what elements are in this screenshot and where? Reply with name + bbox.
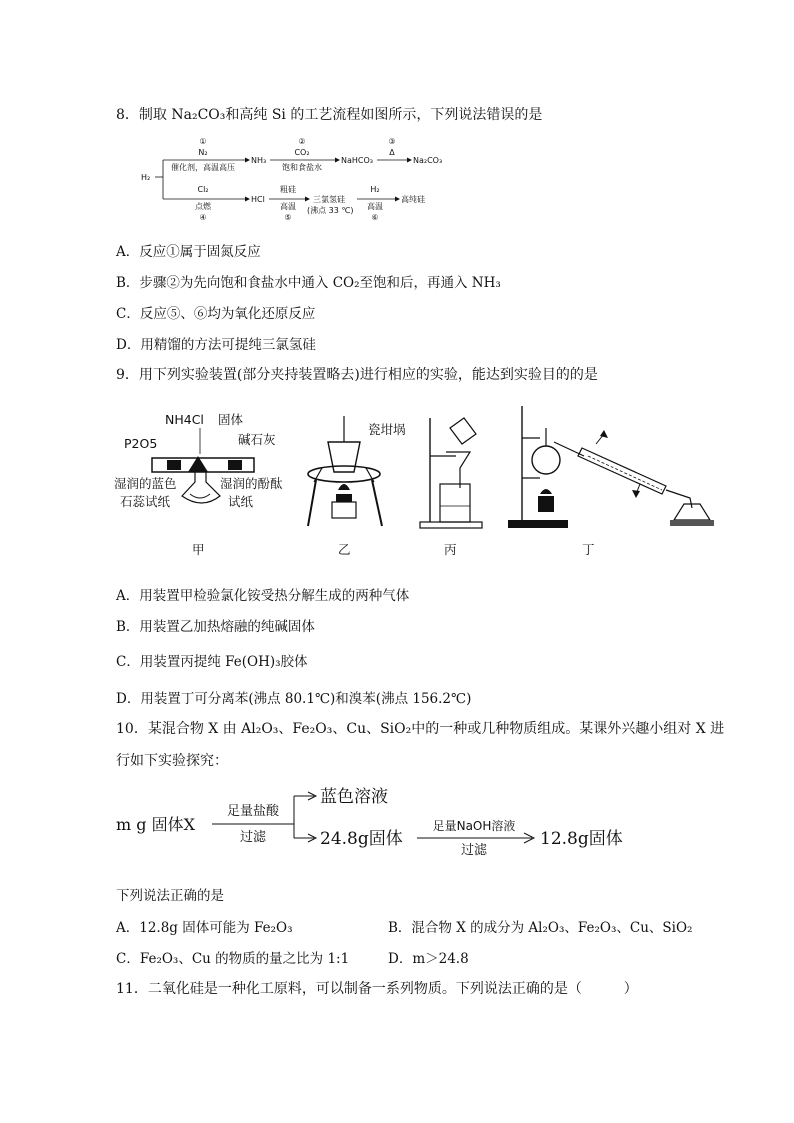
label-yi: 乙 xyxy=(338,542,351,557)
q10-stem-line2: 行如下实验探究： xyxy=(116,753,228,769)
product-sihcl3: 三氯氢硅 xyxy=(313,195,345,204)
flow10-reagent-naoh: 足量NaOH溶液 xyxy=(432,819,516,833)
q8-option-c: C．反应⑤、⑥均为氧化还原反应 xyxy=(116,306,316,322)
flow10-solid-24-8: 24.8g固体 xyxy=(320,829,403,849)
reagent-n2: N₂ xyxy=(198,148,208,157)
label-jia: 甲 xyxy=(192,542,205,557)
reagent-h2: H₂ xyxy=(370,185,380,194)
q8-stem: 8．制取 Na₂CO₃和高纯 Si 的工艺流程如图所示，下列说法错误的是 xyxy=(116,107,543,123)
label-crucible: 瓷坩埚 xyxy=(368,422,406,437)
q10-option-d: D．m＞24.8 xyxy=(388,951,469,967)
q9-option-d: D．用装置丁可分离苯(沸点 80.1℃)和溴苯(沸点 156.2℃) xyxy=(116,691,472,707)
q10-option-b: B．混合物 X 的成分为 Al₂O₃、Fe₂O₃、Cu、SiO₂ xyxy=(388,920,693,936)
q8-flow-diagram xyxy=(135,134,465,224)
q10-flow-diagram xyxy=(112,782,652,872)
reagent-co2: CO₂ xyxy=(294,148,310,157)
cond-1: 催化剂，高温高压 xyxy=(171,163,235,172)
flow-start: H₂ xyxy=(141,173,151,182)
product-sihcl3-bp: (沸点 33 ℃) xyxy=(307,206,354,215)
label-left-paper-1: 湿润的蓝色 xyxy=(114,476,177,491)
label-nh4cl: NH4Cl xyxy=(165,412,204,427)
label-p2o5: P2O5 xyxy=(124,436,158,451)
q8-option-a: A．反应①属于固氮反应 xyxy=(116,244,261,260)
q10-option-c: C．Fe₂O₃、Cu 的物质的量之比为 1:1 xyxy=(116,951,350,967)
flow10-blue-solution: 蓝色溶液 xyxy=(320,787,388,807)
apparatus-ding xyxy=(508,406,714,557)
step-5-num: ⑤ xyxy=(284,213,292,222)
q9-stem: 9．用下列实验装置(部分夹持装置略去)进行相应的实验，能达到实验目的的是 xyxy=(116,367,598,383)
product-nahco3: NaHCO₃ xyxy=(341,156,373,165)
label-right-paper-2: 试纸 xyxy=(228,494,254,509)
apparatus-yi xyxy=(308,416,406,557)
label-right-paper-1: 湿润的酚酞 xyxy=(220,476,283,491)
product-nh3: NH₃ xyxy=(251,156,267,165)
cond-3: Δ xyxy=(389,148,395,157)
flow10-reagent-hcl: 足量盐酸 xyxy=(226,804,280,819)
apparatus-jia xyxy=(114,412,283,557)
step-6-num: ⑥ xyxy=(371,213,379,222)
cond-6: 高温 xyxy=(367,202,383,211)
step-2-num: ② xyxy=(298,137,306,146)
q11-stem: 11．二氧化硅是一种化工原料，可以制备一系列物质。下列说法正确的是（ ） xyxy=(116,981,638,997)
q10-option-a: A．12.8g 固体可能为 Fe₂O₃ xyxy=(116,920,293,936)
product-hcl: HCl xyxy=(251,195,265,204)
label-bing: 丙 xyxy=(444,542,457,557)
product-pure-si: 高纯硅 xyxy=(401,195,425,204)
label-ding: 丁 xyxy=(582,542,595,557)
flow10-filter-1: 过滤 xyxy=(239,830,267,845)
cond-4: 点燃 xyxy=(195,202,211,211)
label-left-paper-2: 石蕊试纸 xyxy=(120,494,171,509)
step-3-num: ③ xyxy=(388,137,396,146)
q8-option-b: B．步骤②为先向饱和食盐水中通入 CO₂至饱和后，再通入 NH₃ xyxy=(116,275,501,291)
reagent-crude-si: 粗硅 xyxy=(280,185,296,194)
label-solid: 固体 xyxy=(218,412,244,427)
product-na2co3: Na₂CO₃ xyxy=(413,156,443,165)
q8-option-d: D．用精馏的方法可提纯三氯氢硅 xyxy=(116,337,316,353)
q9-apparatus-figure xyxy=(110,398,730,568)
q9-option-c: C．用装置丙提纯 Fe(OH)₃胶体 xyxy=(116,654,308,670)
q9-option-b: B．用装置乙加热熔融的纯碱固体 xyxy=(116,619,315,635)
flow10-filter-2: 过滤 xyxy=(460,843,488,858)
cond-2: 饱和食盐水 xyxy=(282,163,322,172)
step-4-num: ④ xyxy=(199,213,207,222)
flow10-start: m g 固体X xyxy=(116,815,195,834)
step-1-num: ① xyxy=(199,137,207,146)
q10-lead: 下列说法正确的是 xyxy=(116,888,224,904)
q9-option-a: A．用装置甲检验氯化铵受热分解生成的两种气体 xyxy=(116,588,410,604)
reagent-cl2: Cl₂ xyxy=(197,185,209,194)
q10-stem-line1: 10．某混合物 X 由 Al₂O₃、Fe₂O₃、Cu、SiO₂中的一种或几种物质组成。某课外兴趣小组对 X 进 xyxy=(116,721,725,737)
label-soda-lime: 碱石灰 xyxy=(238,432,276,447)
flow10-solid-12-8: 12.8g固体 xyxy=(540,829,623,849)
apparatus-bing xyxy=(420,418,482,557)
cond-5: 高温 xyxy=(280,202,296,211)
